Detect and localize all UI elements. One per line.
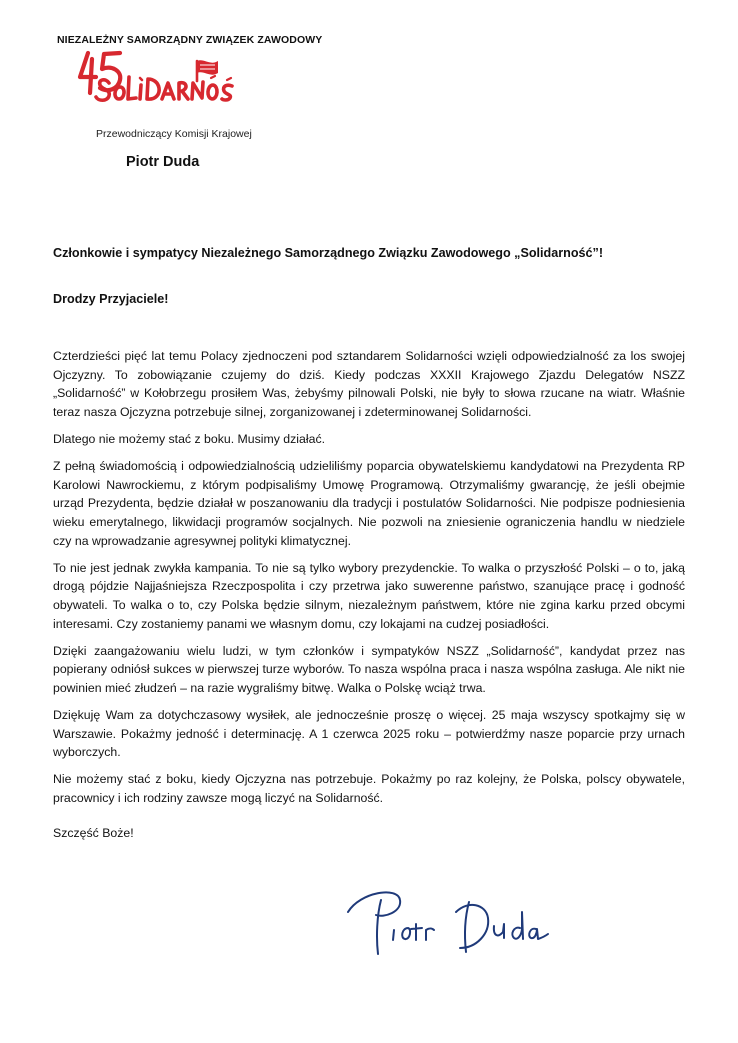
letter-closing: Szczęść Boże! xyxy=(53,826,134,840)
organization-name: NIEZALEŻNY SAMORZĄDNY ZWIĄZEK ZAWODOWY xyxy=(57,34,323,46)
body-paragraph: Dziękuję Wam za dotychczasowy wysiłek, ale jednocześnie proszę o więcej. 25 maja wszyscy spotkajmy się w Warszawie. Pokażmy jedność i determinację. A 1 czerwca 2025 roku – potwierdźmy nasze poparcie przy urnach wyborczych. xyxy=(53,708,685,760)
handwritten-signature xyxy=(338,882,570,960)
body-paragraph: Czterdzieści pięć lat temu Polacy zjednoczeni pod sztandarem Solidarności wzięli odpowiedzialność za los swojej Ojczyzny. To zobowiązanie czujemy do dziś. Kiedy podczas XXXII Krajowego Zjazdu Delegatów NSZZ „Solidarność” w Kołobrzegu prosiłem Was, żebyśmy pilnowali Polski, nie były to słowa rzucane na wiatr. Właśnie teraz nasza Ojczyzna potrzebuje silnej, zorganizowanej i zdeterminowanej Solidarności. xyxy=(53,349,685,419)
body-paragraph: Nie możemy stać z boku, kiedy Ojczyzna nas potrzebuje. Pokażmy po raz kolejny, że Polska, polscy obywatele, pracownicy i ich rodziny zawsze mogą liczyć na Solidarność. xyxy=(53,772,685,806)
letter-body xyxy=(53,347,685,816)
body-paragraph: To nie jest jednak zwykła kampania. To nie są tylko wybory prezydenckie. To walka o przyszłość Polski – o to, jaką drogą pójdzie Najjaśniejsza Rzeczpospolita i czy przetrwa jako suwerenne państwo, szanujące pracę i godność obywateli. To walka o to, czy Polska będzie silnym, niezależnym państwem, które nie zgina karku przed obcymi interesami. Czy zostaniemy panami we własnym domu, czy lokajami na cudzej posiadłości. xyxy=(53,560,685,631)
chair-title: Przewodniczący Komisji Krajowej xyxy=(96,128,252,140)
body-paragraph: Z pełną świadomością i odpowiedzialnością udzieliliśmy poparcia obywatelskiemu kandydatowi na Prezydenta RP Karolowi Nawrockiemu, z którym podpisaliśmy Umowę Programową. Otrzymaliśmy gwarancję, że jeśli obejmie urząd Prezydenta, będzie działał w poszanowaniu dla tradycji i postulatów Solidarności. Nie podpisze podniesienia wieku emerytalnego, likwidacji programów socjalnych. Nie pozwoli na zniesienie ograniczenia handlu w niedziele czy na wprowadzanie agresywnej polityki klimatycznej. xyxy=(53,459,685,548)
body-paragraph: Dzięki zaangażowaniu wielu ludzi, w tym członków i sympatyków NSZZ „Solidarność”, kandydat przez nas popierany odniósł sukces w pierwszej turze wyborów. To nasza wspólna praca i nasza wspólna zasługa. Ale nikt nie powinien mieć złudzeń – na razie wygraliśmy bitwę. Walka o Polskę wciąż trwa. xyxy=(53,643,685,695)
chair-name: Piotr Duda xyxy=(126,154,200,170)
solidarnosc-45-logo xyxy=(76,47,236,109)
letter-greeting: Członkowie i sympatycy Niezależnego Samorządnego Związku Zawodowego „Solidarność”! xyxy=(53,246,604,260)
letter-salutation: Drodzy Przyjaciele! xyxy=(53,292,169,306)
body-paragraph: Dlatego nie możemy stać z boku. Musimy działać. xyxy=(53,431,326,446)
